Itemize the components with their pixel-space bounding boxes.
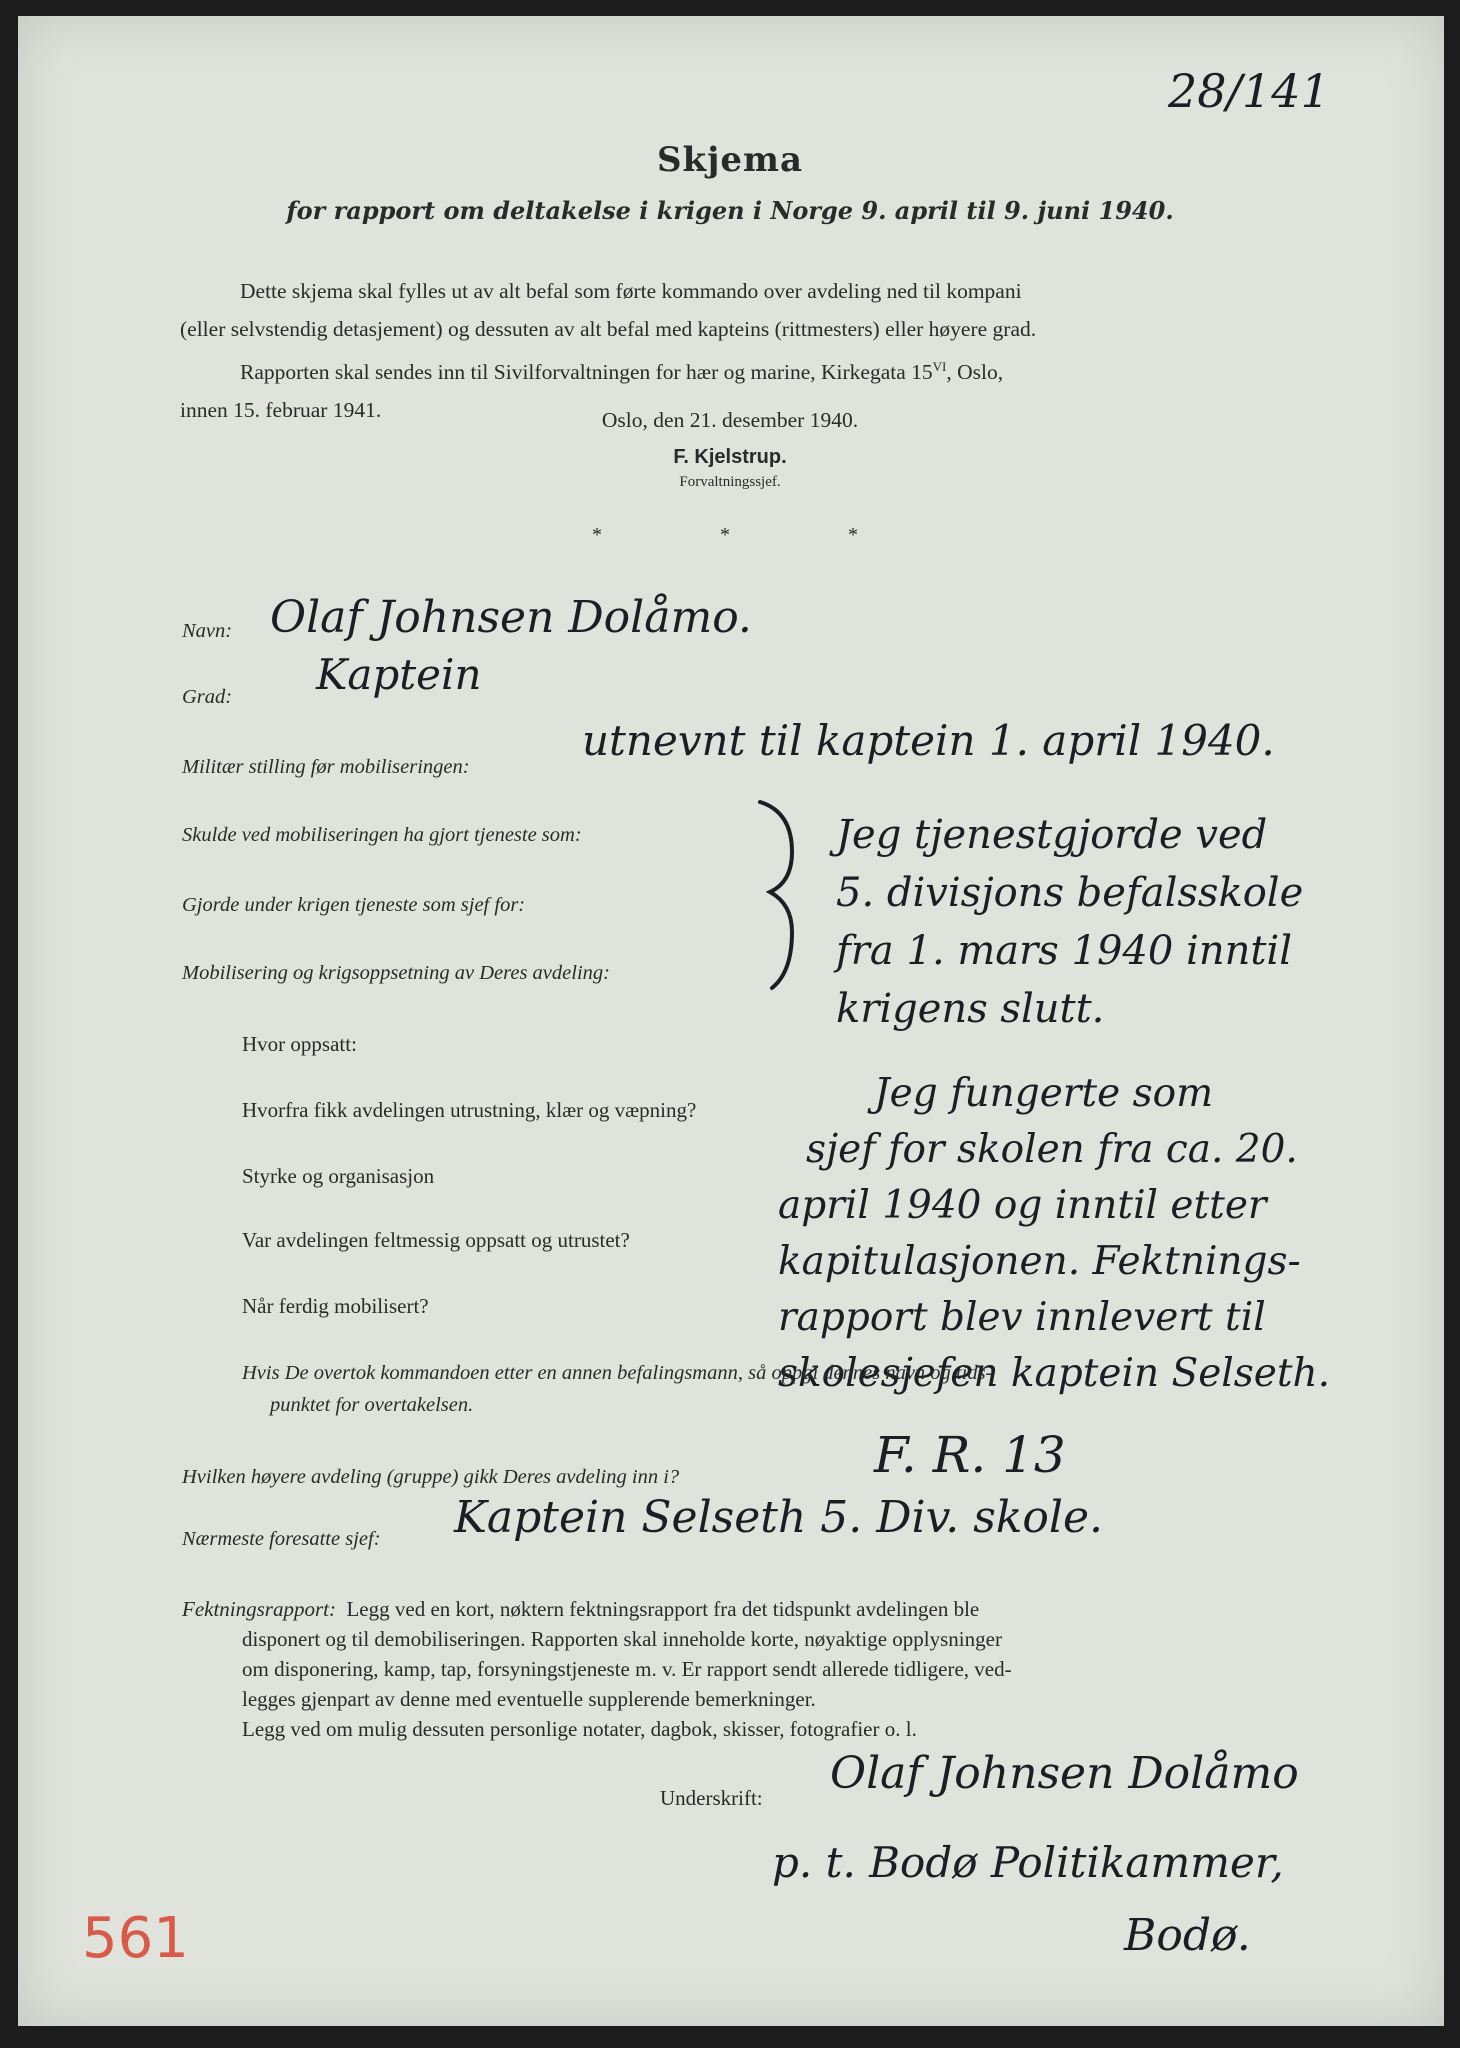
var-label: Var avdelingen feltmessig oppsatt og utrustet? <box>242 1228 630 1252</box>
intro-line-3: Rapporten skal sendes inn til Sivilforvaltningen for hær og marine, Kirkegata $15^{VI}$, Oslo, <box>240 359 1004 385</box>
star: * <box>848 524 858 546</box>
form-title: Skjema <box>656 140 804 180</box>
star: * <box>720 524 730 546</box>
signer-title: Forvaltningssjef. <box>679 474 781 490</box>
signature-line-1: Olaf Johnsen Dolåmo <box>830 1748 1299 1799</box>
skulde-label: Skulde ved mobiliseringen ha gjort tjeneste som: <box>182 824 582 846</box>
naar-label: Når ferdig mobilisert? <box>242 1294 429 1318</box>
signature-label: Underskrift: <box>660 1786 763 1810</box>
naermeste-value: Kaptein Selseth 5. Div. skole. <box>454 1492 1104 1543</box>
answer-line: krigens slutt. <box>836 986 1105 1032</box>
naermeste-label: Nærmeste foresatte sjef: <box>182 1528 381 1550</box>
gjorde-label: Gjorde under krigen tjeneste som sjef for: <box>182 894 526 916</box>
fektning-line-3: om disponering, kamp, tap, forsyningstjeneste m. v. Er rapport sendt allerede tidligere, ved- <box>242 1657 1012 1681</box>
signature-line-3: Bodø. <box>1124 1910 1251 1961</box>
hvorfra-label: Hvorfra fikk avdelingen utrustning, klær og væpning? <box>242 1098 697 1122</box>
styrke-label: Styrke og organisasjon <box>242 1164 435 1188</box>
answer-line: skolesjefen kaptein Selseth. <box>778 1351 1331 1396</box>
navn-value: Olaf Johnsen Dolåmo. <box>270 592 752 643</box>
form-subtitle: for rapport om deltakelse i krigen i Norge 9. april til 9. juni 1940. <box>286 196 1174 225</box>
star: * <box>592 524 602 546</box>
answer-block-1 <box>836 806 1303 1038</box>
answer-line: 5. divisjons befalsskole <box>836 870 1304 916</box>
fektning-line-4: legges gjenpart av denne med eventuelle supplerende bemerkninger. <box>242 1687 816 1711</box>
militaer-label: Militær stilling før mobiliseringen: <box>182 756 470 778</box>
hoyere-value: F. R. 13 <box>874 1426 1066 1484</box>
militaer-value: utnevnt til kaptein 1. april 1940. <box>582 716 1275 765</box>
fektning-line-1: Fektningsrapport: Legg ved en kort, nøktern fektningsrapport fra det tidspunkt avdelingen ble <box>182 1597 980 1621</box>
page-number: 561 <box>82 1906 189 1971</box>
intro-line-4: innen 15. februar 1941. <box>180 398 382 423</box>
fektning-section <box>182 1594 1244 1744</box>
grad-label: Grad: <box>182 686 233 708</box>
intro-line-1: Dette skjema skal fylles ut av alt befal som førte kommando over avdeling ned til kompani <box>240 279 1022 303</box>
answer-line: kapitulasjonen. Fektnings- <box>778 1239 1301 1284</box>
answer-block-2 <box>778 1066 1330 1402</box>
grad-value: Kaptein <box>316 650 482 699</box>
place-date: Oslo, den 21. desember 1940. <box>601 408 859 432</box>
fektning-line-5: Legg ved om mulig dessuten personlige notater, dagbok, skisser, fotografier o. l. <box>242 1717 917 1741</box>
answer-line: sjef for skolen fra ca. 20. <box>806 1127 1298 1172</box>
hvis-line-1: Hvis De overtok kommandoen etter en annen befalingsmann, så oppgi dennes navn og tids- <box>242 1362 993 1384</box>
mobilisering-label: Mobilisering og krigsoppsetning av Deres avdeling: <box>182 962 610 984</box>
separator-stars <box>0 524 1460 554</box>
answer-line: fra 1. mars 1940 inntil <box>836 928 1292 974</box>
brace-mark <box>752 792 832 992</box>
signature-line-2: p. t. Bodø Politikammer, <box>772 1838 1284 1887</box>
answer-line: Jeg tjenestgjorde ved <box>836 812 1268 858</box>
answer-line: april 1940 og inntil etter <box>778 1183 1267 1228</box>
signer-name: F. Kjelstrup. <box>673 446 787 468</box>
intro-paragraph <box>180 272 1272 429</box>
hvis-line-2: punktet for overtakelsen. <box>270 1394 474 1416</box>
answer-line: Jeg fungerte som <box>874 1071 1214 1116</box>
intro-line-2: (eller selvstendig detasjement) og dessuten av alt befal med kapteins (rittmesters) eller høyere grad. <box>180 317 1037 341</box>
hvor-label: Hvor oppsatt: <box>242 1032 357 1056</box>
hoyere-label: Hvilken høyere avdeling (gruppe) gikk Deres avdeling inn i? <box>182 1466 680 1488</box>
navn-label: Navn: <box>182 620 233 642</box>
fektning-label: Fektningsrapport: <box>182 1597 336 1621</box>
answer-line: rapport blev innlevert til <box>778 1295 1266 1340</box>
file-reference: 28/141 <box>1168 64 1330 118</box>
fektning-line-2: disponert og til demobiliseringen. Rapporten skal inneholde korte, nøyaktige opplysninger <box>242 1627 1002 1651</box>
